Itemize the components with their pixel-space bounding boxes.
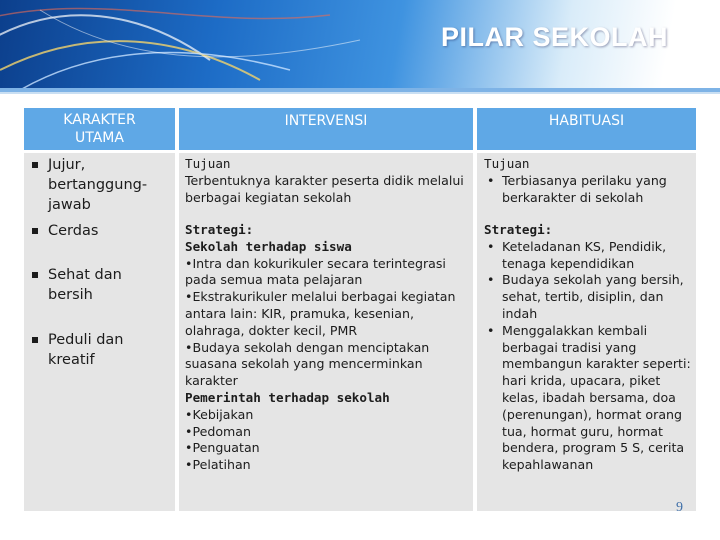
intervensi-strategi [185, 222, 469, 474]
intervensi-siswa-label: Sekolah terhadap siswa [185, 238, 352, 254]
intervensi-tujuan-label: Tujuan [185, 156, 231, 171]
header-karakter-label: KARAKTER UTAMA [63, 112, 136, 146]
header-rule-light [0, 92, 720, 94]
bullet-square-icon [32, 272, 38, 278]
header-banner [0, 0, 720, 90]
habituasi-strategi [484, 222, 692, 474]
karakter-item: Cerdas [30, 221, 171, 241]
intervensi-siswa-item: •Budaya sekolah dengan menciptakan suasana sekolah yang mencerminkan karakter [185, 339, 430, 389]
intervensi-strategi-label: Strategi: [185, 222, 254, 237]
intervensi-column [179, 153, 473, 511]
header-habituasi-label: HABITUASI [548, 113, 625, 129]
intervensi-pemerintah-item: •Kebijakan [185, 406, 254, 422]
habituasi-tujuan-label: Tujuan [484, 156, 530, 171]
intervensi-pemerintah-item: •Pedoman [185, 423, 251, 439]
intervensi-pemerintah-label: Pemerintah terhadap sekolah [185, 389, 390, 405]
header-habituasi [477, 108, 696, 150]
header-intervensi-label: INTERVENSI [284, 113, 368, 129]
karakter-item: Sehat dan bersih [30, 265, 171, 305]
header-karakter [24, 108, 175, 150]
habituasi-strategi-label: Strategi: [484, 222, 553, 237]
intervensi-siswa-item: •Ekstrakurikuler melalui berbagai kegiatan antara lain: KIR, pramuka, kesenian, olahraga, dokter kecil, PMR [185, 289, 456, 338]
karakter-column [24, 153, 175, 511]
habituasi-tujuan [484, 156, 692, 206]
intervensi-pemerintah-item: •Penguatan [185, 440, 260, 456]
intervensi-siswa-item: •Intra dan kokurikuler secara terintegrasi pada semua mata pelajaran [185, 255, 446, 288]
intervensi-tujuan-text: Terbentuknya karakter peserta didik melalui berbagai kegiatan sekolah [185, 172, 464, 205]
habituasi-tujuan-item: • Terbiasanya perilaku yang berkarakter di sekolah [487, 172, 667, 205]
bullet-square-icon [32, 228, 38, 234]
page-number: 9 [676, 500, 683, 515]
habituasi-strategi-item: • Menggalakkan kembali berbagai tradisi yang membangun karakter seperti: hari krida, upacara, piket kelas, ibadah bersama, doa (perenungan), hormat orang tua, hormat guru, hormat bendera, program 5 S, cerita kepahlawanan [487, 322, 691, 473]
intervensi-pemerintah-item: •Pelatihan [185, 457, 251, 473]
habituasi-strategi-item: • Budaya sekolah yang bersih, sehat, tertib, disiplin, dan indah [487, 272, 684, 321]
header-intervensi [179, 108, 473, 150]
habituasi-column [477, 153, 696, 511]
intervensi-tujuan [185, 156, 467, 206]
habituasi-strategi-item: • Keteladanan KS, Pendidik, tenaga kependidikan [487, 238, 667, 271]
karakter-item: Peduli dan kreatif [30, 330, 171, 370]
bullet-square-icon [32, 337, 38, 343]
page-title: PILAR SEKOLAH [440, 22, 668, 52]
karakter-item: Jujur, bertanggung-jawab [30, 155, 171, 215]
bullet-square-icon [32, 162, 38, 168]
